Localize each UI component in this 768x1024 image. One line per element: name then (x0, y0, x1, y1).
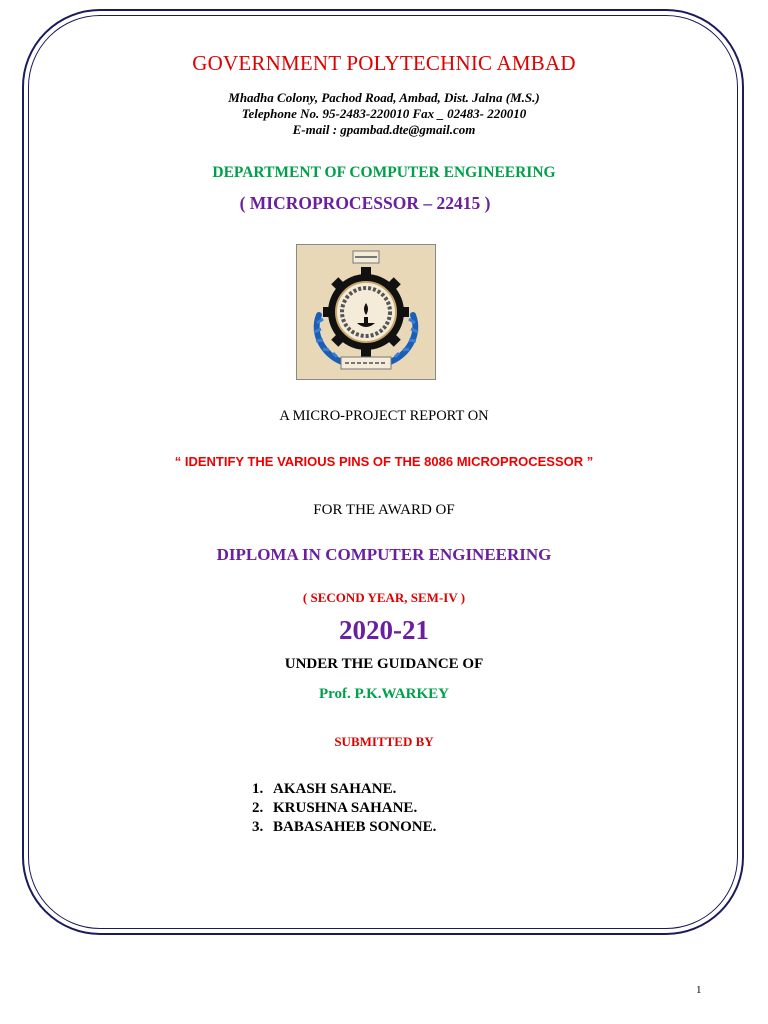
list-item (252, 799, 436, 818)
page-number: 1 (696, 984, 702, 996)
guidance-label: UNDER THE GUIDANCE OF (284, 656, 484, 672)
telephone-line: Telephone No. 95-2483-220010 Fax _ 02483- 220010 (241, 106, 527, 121)
diploma-title: DIPLOMA IN COMPUTER ENGINEERING (216, 545, 552, 564)
list-item (252, 780, 436, 799)
student-name: BABASAHEB SONONE. (273, 819, 437, 835)
academic-session: 2020-21 (339, 615, 429, 645)
list-number: 2. (252, 800, 264, 816)
address-line: Mhadha Colony, Pachod Road, Ambad, Dist. Jalna (M.S.) (228, 90, 540, 105)
student-list (252, 780, 436, 837)
college-name: GOVERNMENT POLYTECHNIC AMBAD (192, 51, 576, 75)
list-number: 3. (252, 819, 264, 835)
student-name: AKASH SAHANE. (273, 781, 397, 797)
list-number: 1. (252, 781, 264, 797)
project-topic: “ IDENTIFY THE VARIOUS PINS OF THE 8086 MICROPROCESSOR ” (174, 454, 594, 469)
college-emblem-gear-lamp-icon (297, 245, 435, 379)
report-intro: A MICRO-PROJECT REPORT ON (279, 408, 489, 424)
year-semester: ( SECOND YEAR, SEM-IV ) (302, 590, 466, 605)
student-name: KRUSHNA SAHANE. (273, 800, 418, 816)
list-item (252, 818, 436, 837)
subject-title: ( MICROPROCESSOR – 22415 ) (239, 193, 491, 213)
department-title: DEPARTMENT OF COMPUTER ENGINEERING (212, 164, 556, 181)
submitted-by-label: SUBMITTED BY (334, 734, 434, 749)
award-line: FOR THE AWARD OF (313, 502, 455, 518)
college-logo (296, 244, 436, 380)
guide-name: Prof. P.K.WARKEY (318, 686, 449, 702)
email-line: E-mail : gpambad.dte@gmail.com (292, 122, 476, 137)
